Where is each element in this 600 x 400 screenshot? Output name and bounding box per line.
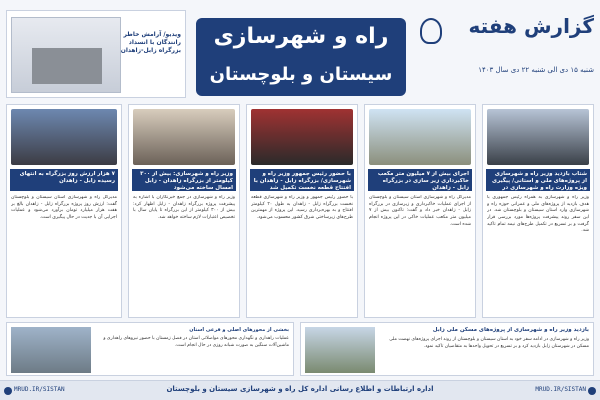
video-feature-box[interactable] <box>6 10 186 98</box>
news-image <box>251 109 353 165</box>
banner-subtitle: سیستان و بلوچستان <box>209 64 393 85</box>
date-line: شنبه ۱۵ دی الی شنبه ۲۲ دی سال ۱۴۰۳ <box>478 66 594 74</box>
news-column-2[interactable] <box>364 104 476 318</box>
video-thumbnail[interactable] <box>11 17 121 93</box>
news-headline: اجرای بیش از ۷ میلیون متر مکعب خاکبرداری زیر سازی در بزرگراه زابل - زاهدان <box>368 169 472 191</box>
bottom-news-left[interactable] <box>6 322 294 376</box>
news-body: وزیر راه و شهرسازی در ادامه سفر خود به استان سیستان و بلوچستان از روند اجرای پروژه‌های نهضت ملی مسکن در شهرستان زابل بازدید کرد و بر تسریع در تحویل واحدها به متقاضیان تاکید نمود. <box>389 337 589 349</box>
news-column-4[interactable] <box>128 104 240 318</box>
news-headline: بازدید وزیر راه و شهرسازی از پروژه‌های مسکن ملی زابل <box>432 327 589 333</box>
news-headline: ۷ هزار ارزش روز بزرگراه به انتهای رسیده زابل - زاهدان <box>10 169 118 191</box>
national-emblem-icon <box>420 18 442 44</box>
footer-office-name: اداره ارتباطات و اطلاع رسانی اداره کل راه و شهرسازی سیستان و بلوچستان <box>166 385 434 393</box>
banner-title: راه و شهرسازی <box>213 24 389 49</box>
news-headline: با حضور رئیس جمهور وزیر راه و شهرسازی/ بزرگراه زابل - زاهدان با افتتاح قطعه نخست تکمیل شد <box>250 169 354 191</box>
news-headline: بخشی از محورهای اصلی و فرعی استان <box>189 327 289 333</box>
website-link-left[interactable]: MRUD.IR/SISTAN <box>14 386 65 393</box>
news-body: وزیر راه و شهرسازی به همراه رئیس جمهوری با هدف بازدید از پروژه‌های ملی و عمرانی حوزه راه و شهرسازی وارد استان سیستان و بلوچستان شد. در این سفر روند پیشرفت پروژه‌ها مورد بررسی قرار گرفت و بر تسریع در تکمیل طرح‌های نیمه تمام تاکید شد. <box>487 195 589 234</box>
news-body: مدیرکل راه و شهرسازی استان سیستان و بلوچستان از اجرای عملیات خاکبرداری و زیرسازی در بزرگراه زابل - زاهدان خبر داد و گفت: تاکنون بیش از ۷ میلیون متر مکعب عملیات خاکی در این پروژه انجام شده است. <box>369 195 471 227</box>
news-column-5[interactable] <box>6 104 122 318</box>
news-body: مدیرکل راه و شهرسازی استان سیستان و بلوچستان گفت: ارزش روز پروژه بزرگراه زابل - زاهدان بالغ بر هفت هزار میلیارد تومان برآورد می‌شود و عملیات اجرایی آن با جدیت در حال پیگیری است. <box>11 195 117 220</box>
news-image <box>305 327 375 373</box>
news-image <box>11 327 91 373</box>
news-image <box>369 109 471 165</box>
web-icon <box>588 387 596 395</box>
report-header <box>414 8 594 88</box>
news-column-3[interactable] <box>246 104 358 318</box>
news-headline: شتاب بازدید وزیر راه و شهرسازی از پروژه‌های ملی و استانی/ پیگیری ویژه وزارت راه و شهرسازی در <box>486 169 590 191</box>
news-body: با حضور رئیس جمهور و وزیر راه و شهرسازی قطعه نخست بزرگراه زابل - زاهدان به طول ۲۰ کیلومتر افتتاح و به بهره‌برداری رسید. این پروژه از مهمترین طرح‌های زیرساختی شرق کشور محسوب می‌شود. <box>251 195 353 220</box>
footer <box>0 380 600 400</box>
news-body: عملیات راهداری و نگهداری محورهای مواصلاتی استان در فصل زمستان با حضور نیروهای راهداری و ماشین‌آلات سنگین به صورت شبانه روزی در حال انجام است. <box>103 336 289 348</box>
title-banner <box>196 18 406 96</box>
news-image <box>133 109 235 165</box>
website-link-right[interactable]: MRUD.IR/SISTAN <box>535 386 586 393</box>
news-body: وزیر راه و شهرسازی در جمع خبرنگاران با اشاره به پیشرفت پروژه بزرگراه زاهدان - زابل اظهار کرد: بیش از ۳۰۰ کیلومتر از این بزرگراه تا پایان سال با تخصیص اعتبارات لازم ساخته خواهد شد. <box>133 195 235 220</box>
news-image <box>11 109 117 165</box>
news-column-1[interactable] <box>482 104 594 318</box>
bottom-news-right[interactable] <box>300 322 594 376</box>
road-image <box>32 48 102 84</box>
video-caption: ویدیو/ آرامش خاطر رانندگان با انسداد بزرگراه زابل-زاهدان <box>120 31 181 55</box>
news-image <box>487 109 589 165</box>
news-headline: وزیر راه و شهرسازی: بیش از ۳۰۰ کیلومتر از بزرگراه زاهدان - زابل امسال ساخته می‌شود <box>132 169 236 191</box>
report-title: گزارش هفته <box>468 14 594 38</box>
